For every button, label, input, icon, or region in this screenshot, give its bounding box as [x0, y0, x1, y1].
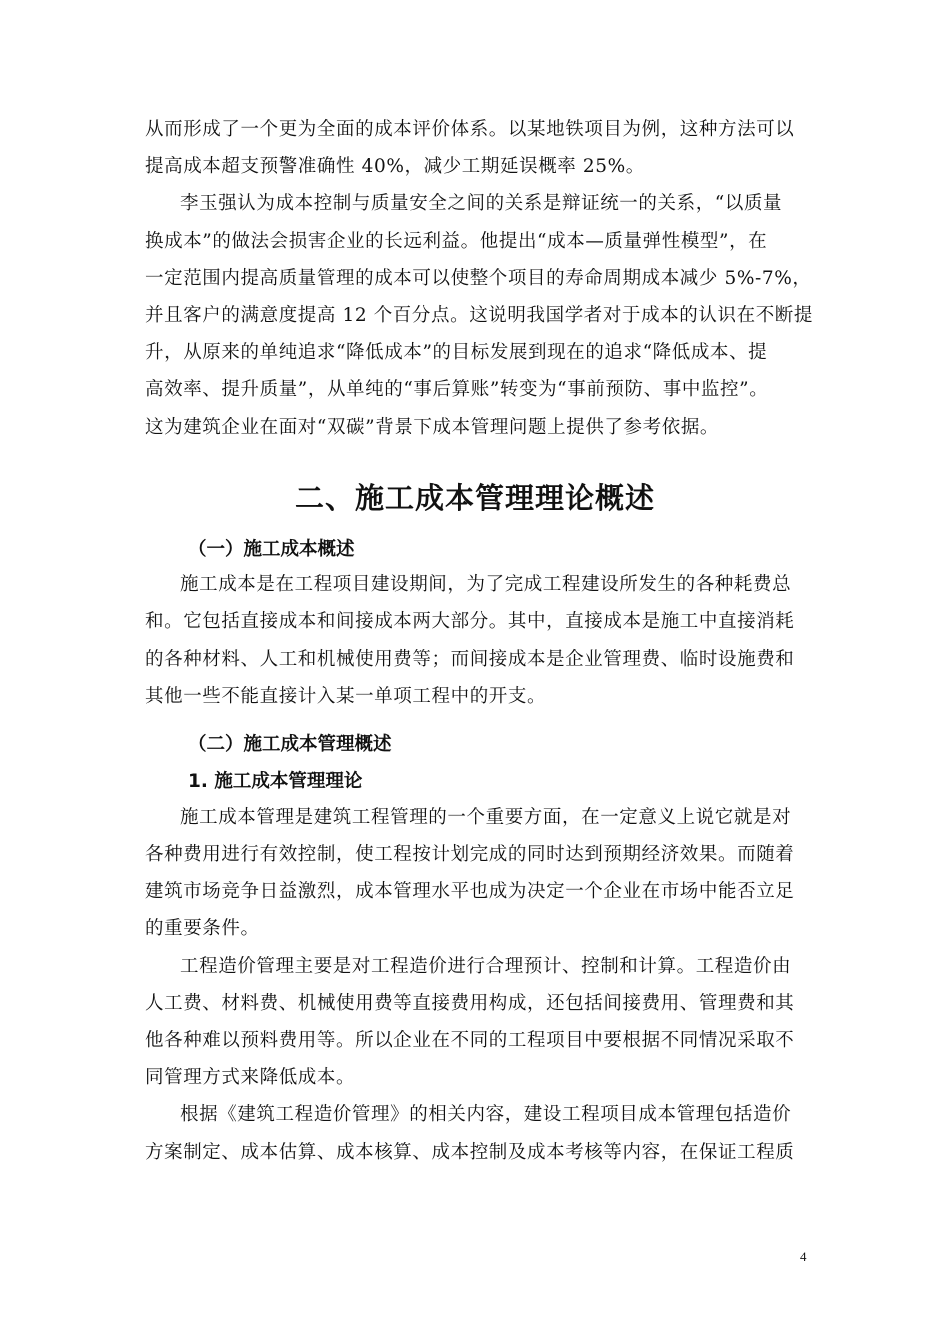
paragraph-line: 根据《建筑工程造价管理》的相关内容，建设工程项目成本管理包括造价 [180, 1104, 792, 1125]
paragraph-line: 这为建筑企业在面对“双碳”背景下成本管理问题上提供了参考依据。 [145, 417, 720, 438]
paragraph-line: 和。它包括直接成本和间接成本两大部分。其中，直接成本是施工中直接消耗 [145, 611, 795, 632]
section-heading: （二）施工成本管理概述 [188, 734, 392, 755]
paragraph-line: 提高成本超支预警准确性 40%，减少工期延误概率 25%。 [145, 156, 645, 177]
paragraph-line: 施工成本是在工程项目建设期间，为了完成工程建设所发生的各种耗费总 [180, 574, 792, 595]
paragraph-line: 高效率、提升质量”，从单纯的“事后算账”转变为“事前预防、事中监控”。 [145, 379, 769, 400]
paragraph-line: 方案制定、成本估算、成本核算、成本控制及成本考核等内容，在保证工程质 [145, 1142, 795, 1163]
paragraph-line: 升，从原来的单纯追求“降低成本”的目标发展到现在的追求“降低成本、提 [145, 342, 768, 363]
paragraph-line: 的各种材料、人工和机械使用费等；而间接成本是企业管理费、临时设施费和 [145, 649, 795, 670]
paragraph-line: 建筑市场竞争日益激烈，成本管理水平也成为决定一个企业在市场中能否立足 [145, 881, 795, 902]
chapter-title: 二、施工成本管理理论概述 [294, 481, 655, 515]
paragraph-line: 工程造价管理主要是对工程造价进行合理预计、控制和计算。工程造价由 [180, 956, 792, 977]
paragraph-line: 人工费、材料费、机械使用费等直接费用构成，还包括间接费用、管理费和其 [145, 993, 795, 1014]
paragraph-line: 各种费用进行有效控制，使工程按计划完成的同时达到预期经济效果。而随着 [145, 844, 795, 865]
section-heading: （一）施工成本概述 [188, 539, 355, 560]
paragraph-line: 并且客户的满意度提高 12 个百分点。这说明我国学者对于成本的认识在不断提 [145, 305, 814, 326]
page-number: 4 [800, 1249, 807, 1264]
paragraph-line: 施工成本管理是建筑工程管理的一个重要方面，在一定意义上说它就是对 [180, 807, 792, 828]
paragraph-line: 同管理方式来降低成本。 [145, 1067, 356, 1088]
paragraph-line: 李玉强认为成本控制与质量安全之间的关系是辩证统一的关系，“以质量 [180, 193, 783, 214]
subsection-heading: 1. 施工成本管理理论 [188, 771, 363, 792]
paragraph-line: 从而形成了一个更为全面的成本评价体系。以某地铁项目为例，这种方法可以 [145, 119, 795, 140]
paragraph-line: 一定范围内提高质量管理的成本可以使整个项目的寿命周期成本减少 5%-7%， [145, 268, 812, 289]
paragraph-line: 换成本”的做法会损害企业的长远利益。他提出“成本—质量弹性模型”，在 [145, 231, 768, 252]
paragraph-line: 他各种难以预料费用等。所以企业在不同的工程项目中要根据不同情况采取不 [145, 1030, 795, 1051]
paragraph-line: 其他一些不能直接计入某一单项工程中的开支。 [145, 686, 547, 707]
paragraph-line: 的重要条件。 [145, 918, 260, 939]
